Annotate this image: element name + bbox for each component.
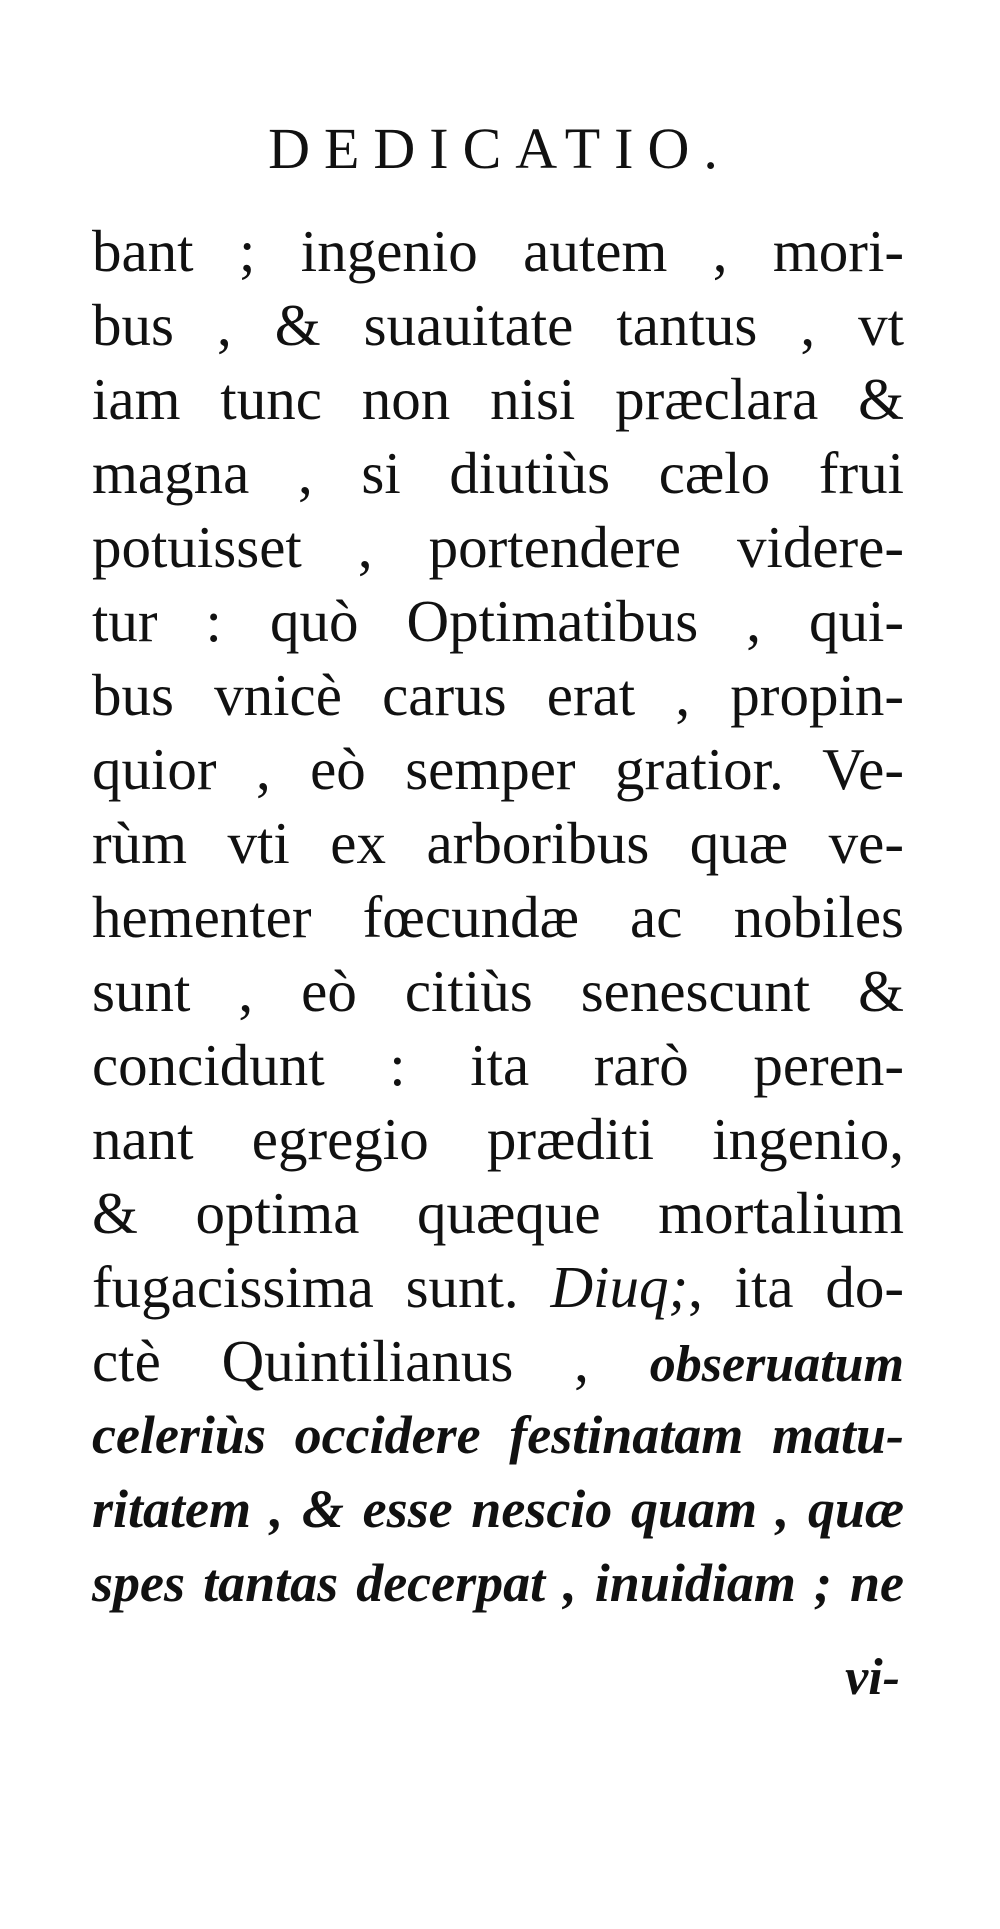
- text-line: iam tunc non nisi præclara &: [92, 366, 904, 432]
- italic-text-line: celeriùs occidere festinatam matu-: [92, 1405, 904, 1465]
- text-line: hementer fœcundæ ac nobiles: [92, 884, 904, 950]
- roman-segment: fugacissima sunt.: [92, 1254, 519, 1320]
- text-line-mixed: [92, 1324, 904, 1398]
- text-line: rùm vti ex arboribus quæ ve-: [92, 810, 904, 876]
- text-line: sunt , eò citiùs senescunt &: [92, 958, 904, 1024]
- text-line: bant ; ingenio autem , mori-: [92, 218, 904, 284]
- text-line: nant egregio præditi ingenio,: [92, 1106, 904, 1172]
- text-line-mixed: [92, 1250, 904, 1324]
- text-line: bus , & suauitate tantus , vt: [92, 292, 904, 358]
- text-line: concidunt : ita rarò peren-: [92, 1032, 904, 1098]
- body-text: [92, 214, 904, 1620]
- italic-text-line: ritatem , & esse nescio quam , quæ: [92, 1479, 904, 1539]
- italic-segment: obseruatum: [649, 1336, 905, 1393]
- text-line: magna , si diutiùs cælo frui: [92, 440, 904, 506]
- text-line: quior , eò semper gratior. Ve-: [92, 736, 904, 802]
- roman-segment: , ita do-: [688, 1254, 904, 1320]
- text-line: bus vnicè carus erat , propin-: [92, 662, 904, 728]
- text-line: potuisset , portendere videre-: [92, 514, 904, 580]
- text-line: & optima quæque mortalium: [92, 1180, 904, 1246]
- italic-segment: Diuq;: [550, 1254, 689, 1320]
- italic-text-line: spes tantas decerpat , inuidiam ; ne: [92, 1553, 904, 1613]
- roman-segment: ctè Quintilianus ,: [92, 1328, 589, 1394]
- text-line: tur : quò Optimatibus , qui-: [92, 588, 904, 654]
- catchword: vi-: [845, 1649, 900, 1706]
- running-head: DEDICATIO.: [268, 116, 732, 181]
